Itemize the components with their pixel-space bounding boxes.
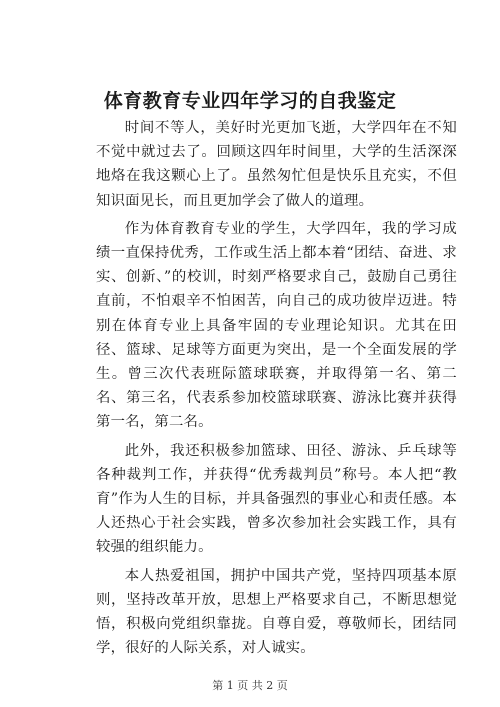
document-title: 体育教育专业四年学习的自我鉴定 xyxy=(103,90,397,112)
paragraph-3: 此外，我还积极参加篮球、田径、游泳、乒乓球等各种裁判工作，并获得“优秀裁判员”称号。本人把“教育”作为人生的目标，并具备强烈的事业心和责任感。本人还热心于社会实践，曾多次参加社会实践工作，具有较强的组织能力。 xyxy=(96,442,457,556)
paragraph-4: 本人热爱祖国，拥护中国共产党，坚持四项基本原则，坚持改革开放，思想上严格要求自己，不断思想觉悟，积极向党组织靠拢。自尊自爱，尊敬师长，团结同学，很好的人际关系，对人诚实。 xyxy=(96,567,457,657)
paragraph-2: 作为体育教育专业的学生，大学四年，我的学习成绩一直保持优秀，工作或生活上都本着“团结、奋进、求实、创新、”的校训，时刻严格要求自己，鼓励自己勇往直前，不怕艰辛不怕困苦，向自己的成功彼岸迈进。特别在体育专业上具备牢固的专业理论知识。尤其在田径、篮球、足球等方面更为突出，是一个全面发展的学生。曾三次代表班际篮球联赛，并取得第一名、第二名、第三名，代表系参加校篮球联赛、游泳比赛并获得第一名，第二名。 xyxy=(96,220,457,431)
page-number-footer: 第 1 页 共 2 页 xyxy=(212,679,288,692)
document-body xyxy=(96,116,457,660)
paragraph-1: 时间不等人，美好时光更加飞逝，大学四年在不知不觉中就过去了。回顾这四年时间里，大学的生活深深地烙在我这颗心上了。虽然匆忙但是快乐且充实，不但知识面见长，而且更加学会了做人的道理。 xyxy=(96,120,457,209)
